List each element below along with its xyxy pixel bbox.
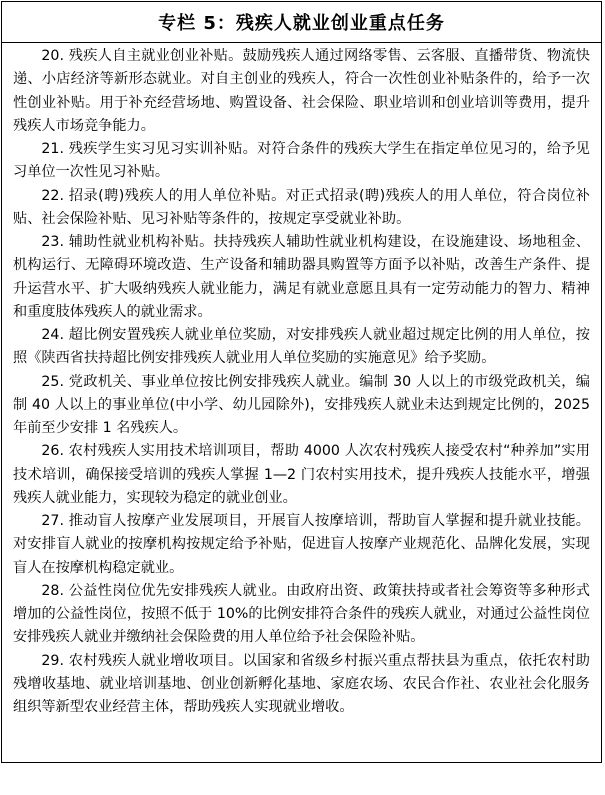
task-item-24: 24. 超比例安置残疾人就业单位奖励，对安排残疾人就业超过规定比例的用人单位，按照《陕西省扶持超比例安排残疾人就业用人单位奖励的实施意见》给予奖励。 (13, 327, 590, 367)
task-item-22: 22. 招录(聘)残疾人的用人单位补贴。对正式招录(聘)残疾人的用人单位，符合岗位补贴、社会保险补贴、见习补贴等条件的，按规定享受就业补助。 (13, 187, 590, 227)
task-item-29: 29. 农村残疾人就业增收项目。以国家和省级乡村振兴重点帮扶县为重点，依托农村助残增收基地、就业培训基地、创业创新孵化基地、家庭农场、农民合作社、农业社会化服务组织等新型农业经营主体，帮助残疾人实现就业增收。 (13, 652, 590, 715)
task-item-28: 28. 公益性岗位优先安排残疾人就业。由政府出资、政策扶持或者社会筹资等多种形式增加的公益性岗位，按照不低于 10%的比例安排符合条件的残疾人就业，对通过公益性岗位安排残疾人就业并缴纳社会保险费的用人单位给予社会保险补贴。 (13, 582, 590, 646)
special-column-box (1, 1, 602, 763)
task-item-25: 25. 党政机关、事业单位按比例安排残疾人就业。编制 30 人以上的市级党政机关，编制 40 人以上的事业单位(中小学、幼儿园除外)，安排残疾人就业未达到规定比例的，2025 年前至少安排 1 名残疾人。 (13, 373, 590, 436)
task-item-20: 20. 残疾人自主就业创业补贴。鼓励残疾人通过网络零售、云客服、直播带货、物流快递、小店经济等新形态就业。对自主创业的残疾人，符合一次性创业补贴条件的，给予一次性创业补贴。用于补充经营场地、购置设备、社会保险、职业培训和创业培训等费用，提升残疾人市场竞争能力。 (13, 48, 590, 134)
column-title: 专栏 5：残疾人就业创业重点任务 (2, 2, 601, 43)
task-item-21: 21. 残疾学生实习见习实训补贴。对符合条件的残疾大学生在指定单位见习的，给予见习单位一次性见习补贴。 (13, 141, 590, 181)
task-item-26: 26. 农村残疾人实用技术培训项目，帮助 4000 人次农村残疾人接受农村“种养加”实用技术培训，确保接受培训的残疾人掌握 1—2 门农村实用技术，提升残疾人技能水平，增强残疾人就业能力，实现较为稳定的就业创业。 (13, 443, 590, 506)
task-item-23: 23. 辅助性就业机构补贴。扶持残疾人辅助性就业机构建设，在设施建设、场地租金、机构运行、无障碍环境改造、生产设备和辅助器具购置等方面予以补贴，改善生产条件、提升运营水平、扩大吸纳残疾人就业能力，满足有就业意愿且具有一定劳动能力的智力、精神和重度肢体残疾人的就业需求。 (13, 234, 590, 320)
column-content (2, 43, 601, 719)
task-item-27: 27. 推动盲人按摩产业发展项目，开展盲人按摩培训，帮助盲人掌握和提升就业技能。对安排盲人就业的按摩机构按规定给予补贴，促进盲人按摩产业规范化、品牌化发展，实现盲人在按摩机构稳定就业。 (13, 513, 590, 576)
